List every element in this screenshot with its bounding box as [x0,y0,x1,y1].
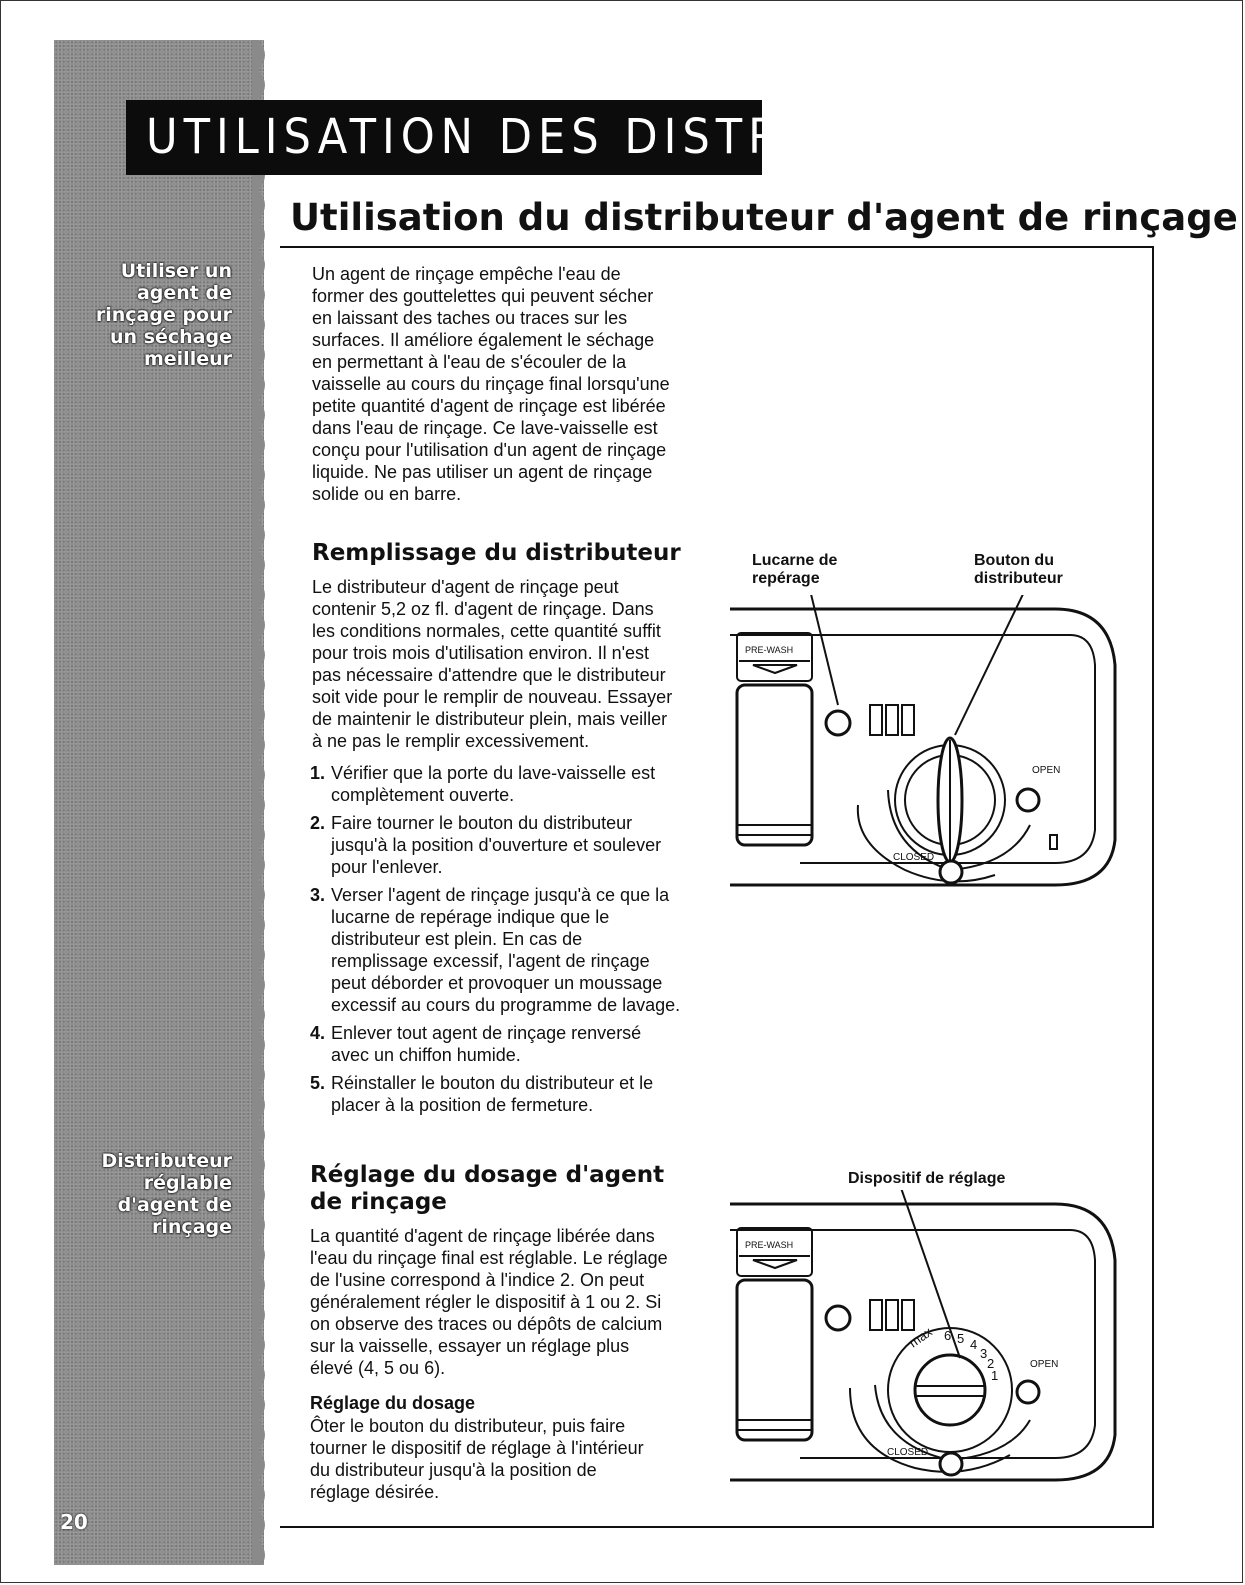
svg-text:1: 1 [991,1368,999,1383]
svg-text:3: 3 [980,1346,988,1361]
list-item: 5. Réinstaller le bouton du distributeur et le placer à la position de fermeture. [310,1073,654,1115]
digit-display [870,1300,914,1330]
prewash-label: PRE-WASH [745,645,794,655]
closed-label: CLOSED [893,852,935,863]
closed-label: CLOSED [887,1447,929,1458]
diagram2-label-adjuster: Dispositif de réglage [848,1170,1006,1187]
filling-paragraph: Le distributeur d'agent de rinçage peut contenir 5,2 oz fl. d'agent de rinçage. Dans les conditions normales, cette quantité suffit pour trois mois d'utilisation environ. Il n'est pas nécessaire d'attendre que le distributeur soit vide pour le remplir de nouveau. Essayer de maintenir le distributeur plein, mais veiller à ne pas le remplir excessivement. [312,577,673,751]
svg-text:2: 2 [987,1356,995,1371]
diagram1-label-sight-window: Lucarne de repérage [752,552,838,587]
adjuster-diagram [725,1190,1125,1500]
diagram1-label-dispenser-knob: Bouton du distributeur [974,552,1063,587]
sidebar-label-adjustable-dispenser: Distributeur réglable d'agent de rinçage [101,1150,232,1238]
filling-steps-list [310,762,710,1122]
page-title: Utilisation du distributeur d'agent de rinçage [290,196,1238,239]
banner-title: UTILISATION DES DISTRIBUTEURS [146,109,1049,165]
page-number: 20 [60,1510,88,1534]
svg-text:6: 6 [944,1328,952,1343]
list-item: 4. Enlever tout agent de rinçage renversé avec un chiffon humide. [310,1023,642,1065]
svg-text:max: max [906,1324,935,1351]
list-item: 1. Vérifier que la porte du lave-vaisselle est complètement ouverte. [310,763,656,805]
dosage-subheading: Réglage du dosage [310,1393,476,1413]
intro-paragraph: Un agent de rinçage empêche l'eau de former des gouttelettes qui peuvent sécher en laissant des taches ou traces sur les surfaces. Il améliore également le séchage en permettant à l'eau de s'écouler de la vaisselle au cours du rinçage final lorsqu'une petite quantité d'agent de rinçage est libérée dans l'eau de rinçage. Ce lave-vaisselle est conçu pour l'utilisation d'un agent de rinçage liquide. Ne pas utiliser un agent de rinçage solide ou en barre. [312,264,670,504]
prewash-label: PRE-WASH [745,1240,794,1250]
svg-text:4: 4 [970,1337,978,1352]
list-item: 3. Verser l'agent de rinçage jusqu'à ce que la lucarne de repérage indique que le distributeur est plein. En cas de remplissage excessif, l'agent de rinçage peut déborder et provoquer un moussage excessif au cours du programme de lavage. [310,885,681,1015]
dosage-subparagraph: Ôter le bouton du distributeur, puis faire tourner le dispositif de réglage à l'intérieur du distributeur jusqu'à la position de réglage désirée. [310,1416,644,1502]
digit-display [870,705,914,735]
open-label: OPEN [1030,1359,1059,1370]
sidebar-label-rinse-agent: Utiliser un agent de rinçage pour un séchage meilleur [95,260,232,370]
section-banner [126,100,1049,175]
list-item: 2. Faire tourner le bouton du distributeur jusqu'à la position d'ouverture et soulever pour l'enlever. [310,813,662,877]
sidebar-wavy-edge [252,40,282,1565]
dispenser-diagram [725,595,1125,905]
svg-text:5: 5 [957,1331,965,1346]
open-label: OPEN [1032,765,1061,776]
dosage-paragraph: La quantité d'agent de rinçage libérée dans l'eau du rinçage final est réglable. Le réglage de l'usine correspond à l'indice 2. On peut généralement régler le dispositif à 1 ou 2. Si on observe des traces ou dépôts de calcium sur la vaisselle, essayer un réglage plus élevé (4, 5 ou 6). [310,1226,668,1378]
section-heading-dosage: Réglage du dosage d'agent de rinçage [310,1162,665,1215]
section-heading-filling: Remplissage du distributeur [312,540,681,566]
